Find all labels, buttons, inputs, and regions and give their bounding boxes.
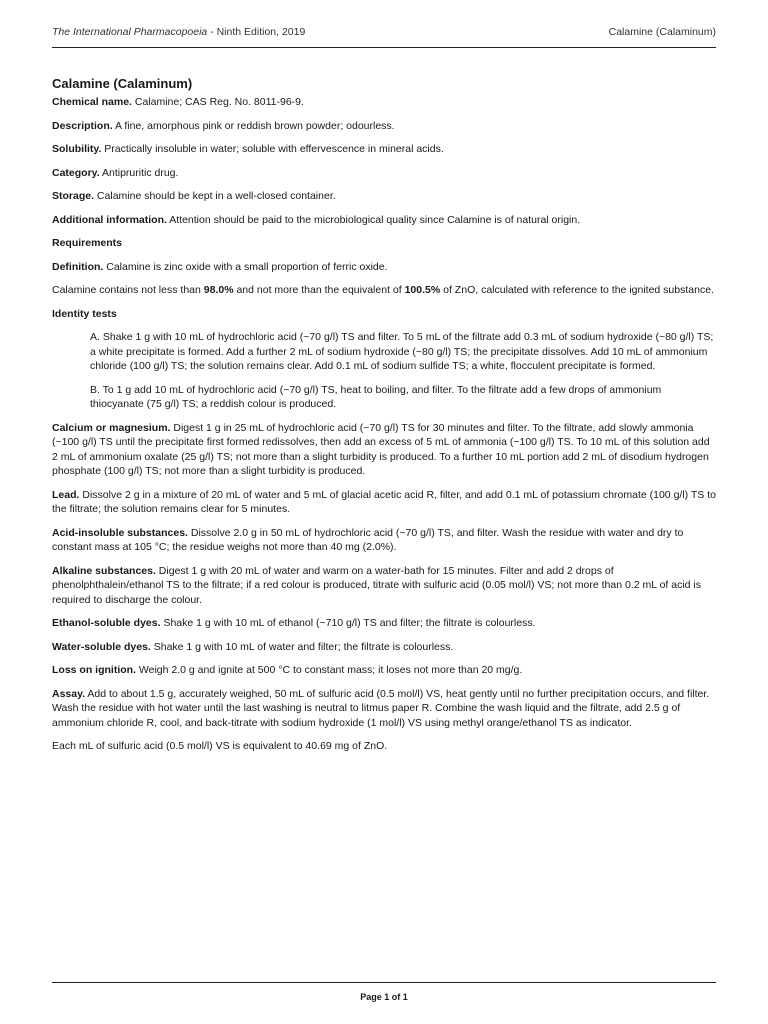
description-paragraph: Description. A fine, amorphous pink or reddish brown powder; odourless. [52,119,395,132]
content-statement-paragraph: Calamine contains not less than 98.0% and not more than the equivalent of 100.5% of ZnO, calculated with reference to the ignited substance. [52,284,714,296]
page-number: Page 1 of 1 [360,992,408,1002]
header-divider [52,47,716,48]
equivalence-paragraph: Each mL of sulfuric acid (0.5 mol/l) VS is equivalent to 40.69 mg of ZnO. [52,740,388,752]
alkaline-substances-paragraph: Alkaline substances. Digest 1 g with 20 mL of water and warm on a water-bath for 15 minutes. Filter and add 2 drops of phenolphthalein/ethanol TS to the filtrate; if a red colour is produced, titrate with sulfuric acid (0.05 mol/l) VS; not more than 0.2 mL of acid is required to discharge the colour. [52,564,702,606]
storage-paragraph: Storage. Calamine should be kept in a well-closed container. [52,190,336,202]
footer-divider [52,982,716,983]
lead-paragraph: Lead. Dissolve 2 g in a mixture of 20 mL of water and 5 mL of glacial acetic acid R, filter, and add 0.1 mL of potassium chromate (100 g/l) TS to the filtrate; the solution remains clear for 5 minutes. [52,488,716,515]
assay-paragraph: Assay. Add to about 1.5 g, accurately weighed, 50 mL of sulfuric acid (0.5 mol/l) VS, heat gently until no further precipitation occurs, and filter. Wash the residue with hot water until the last washing is neutral to litmus paper R. Combine the wash liquid and the filtrate, add 2.5 g of ammonium chloride R, cool, and back-titrate with sodium hydroxide (1 mol/l) VS using methyl orange/ethanol TS as indicator. [52,687,710,729]
monograph-title: Calamine (Calaminum) [52,76,193,91]
solubility-paragraph: Solubility. Practically insoluble in water; soluble with effervescence in mineral acids. [52,143,444,155]
requirements-heading: Requirements [52,237,123,249]
calcium-magnesium-paragraph: Calcium or magnesium. Digest 1 g in 25 mL of hydrochloric acid (~70 g/l) TS for 30 minutes and filter. To the filtrate, add slowly ammonia (~100 g/l) TS until the precipitate first formed redissolves, then add an excess of 5 mL of ammonia (~100 g/l) TS. To 10 mL of this solution add 2 mL of ammonium oxalate (25 g/l) TS; not more than a slight turbidity is produced. To a further 10 mL portion add 2 mL of disodium hydrogen phosphate (100 g/l) TS; not more than a slight turbidity is produced. [52,421,710,477]
acid-insoluble-paragraph: Acid-insoluble substances. Dissolve 2.0 g in 50 mL of hydrochloric acid (~70 g/l) TS, and filter. Wash the residue with water and dry to constant mass at 105 °C; the residue weighs not more than 40 mg (2.0%). [52,526,684,553]
page-header [52,26,716,38]
chemical-name-paragraph: Chemical name. Calamine; CAS Reg. No. 8011-96-9. [52,96,304,108]
monograph-body [52,76,716,763]
identity-test-a: A. Shake 1 g with 10 mL of hydrochloric acid (~70 g/l) TS and filter. To 5 mL of the filtrate add 0.3 mL of sodium hydroxide (~80 g/l) TS; a white precipitate is formed. Add a further 2 mL of sodium hydroxide (~80 g/l) TS; the precipitate dissolves. Add 10 mL of ammonium chloride (100 g/l) TS; the solution remains clear. Add 0.1 mL of sodium sulfide TS; a white, flocculent precipitate is formed. [90,331,714,372]
header-publication: The International Pharmacopoeia - Ninth Edition, 2019 [52,26,306,38]
loss-on-ignition-paragraph: Loss on ignition. Weigh 2.0 g and ignite at 500 °C to constant mass; it loses not more than 20 mg/g. [52,664,523,676]
definition-paragraph: Definition. Calamine is zinc oxide with a small proportion of ferric oxide. [52,260,388,273]
identity-tests-heading: Identity tests [52,307,117,320]
ethanol-soluble-dyes-paragraph: Ethanol-soluble dyes. Shake 1 g with 10 mL of ethanol (~710 g/l) TS and filter; the filtrate is colourless. [52,617,536,629]
category-paragraph: Category. Antipruritic drug. [52,166,179,179]
water-soluble-dyes-paragraph: Water-soluble dyes. Shake 1 g with 10 mL of water and filter; the filtrate is colourless. [52,640,454,653]
additional-information-paragraph: Additional information. Attention should be paid to the microbiological quality since Calamine is of natural origin. [52,213,581,226]
identity-test-b: B. To 1 g add 10 mL of hydrochloric acid (~70 g/l) TS, heat to boiling, and filter. To the filtrate add a few drops of ammonium thiocyanate (75 g/l) TS; a reddish colour is produced. [90,383,662,410]
header-monograph-title: Calamine (Calaminum) [608,26,716,38]
